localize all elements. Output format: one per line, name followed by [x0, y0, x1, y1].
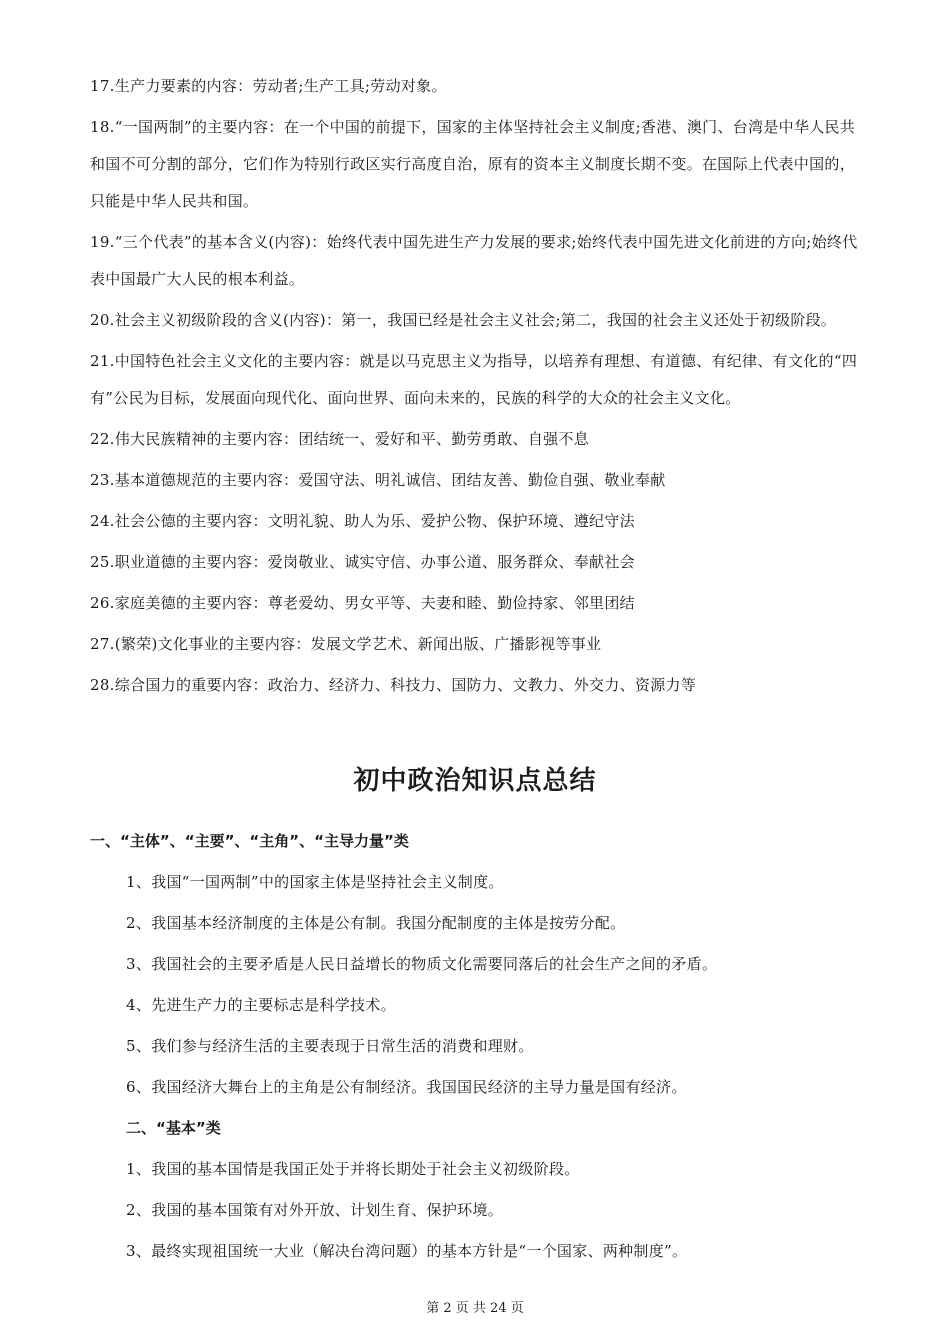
- section2-item-1: 1、我国的基本国情是我国正处于并将长期处于社会主义初级阶段。: [126, 1160, 580, 1178]
- page-title: 初中政治知识点总结: [353, 766, 597, 796]
- section2-item-2: 2、我国的基本国策有对外开放、计划生育、保护环境。: [126, 1201, 504, 1219]
- section2-item-3: 3、最终实现祖国统一大业（解决台湾问题）的基本方针是“一个国家、两种制度”。: [126, 1242, 688, 1260]
- list-item-17: 17.生产力要素的内容：劳动者;生产工具;劳动对象。: [90, 77, 447, 95]
- list-item-22: 22.伟大民族精神的主要内容：团结统一、爱好和平、勤劳勇敢、自强不息: [90, 430, 590, 448]
- list-item-20: 20.社会主义初级阶段的含义(内容)：第一，我国已经是社会主义社会;第二，我国的社会主义还处于初级阶段。: [90, 311, 837, 329]
- list-item-27: 27.(繁荣)文化事业的主要内容：发展文学艺术、新闻出版、广播影视等事业: [90, 635, 602, 653]
- list-item-19: 19.“三个代表”的基本含义(内容)：始终代表中国先进生产力发展的要求;始终代表中国先进文化前进的方向;始终代表中国最广大人民的根本利益。: [90, 233, 858, 288]
- section1-item-6: 6、我国经济大舞台上的主角是公有制经济。我国国民经济的主导力量是国有经济。: [126, 1078, 687, 1096]
- list-item-23: 23.基本道德规范的主要内容：爱国守法、明礼诚信、团结友善、勤俭自强、敬业奉献: [90, 471, 666, 489]
- list-item-28: 28.综合国力的重要内容：政治力、经济力、科技力、国防力、文教力、外交力、资源力等: [90, 676, 697, 694]
- list-item-24: 24.社会公德的主要内容：文明礼貌、助人为乐、爱护公物、保护环境、遵纪守法: [90, 512, 635, 530]
- list-item-21: 21.中国特色社会主义文化的主要内容：就是以马克思主义为指导，以培养有理想、有道德、有纪律、有文化的“四有”公民为目标，发展面向现代化、面向世界、面向未来的，民族的科学的大众的社会主义文化。: [90, 352, 858, 407]
- section1-item-2: 2、我国基本经济制度的主体是公有制。我国分配制度的主体是按劳分配。: [126, 914, 626, 932]
- section1-item-3: 3、我国社会的主要矛盾是人民日益增长的物质文化需要同落后的社会生产之间的矛盾。: [126, 955, 718, 973]
- section1-item-4: 4、先进生产力的主要标志是科学技术。: [126, 996, 396, 1014]
- list-item-25: 25.职业道德的主要内容：爱岗敬业、诚实守信、办事公道、服务群众、奉献社会: [90, 553, 635, 571]
- list-item-26: 26.家庭美德的主要内容：尊老爱幼、男女平等、夫妻和睦、勤俭持家、邻里团结: [90, 594, 635, 612]
- section-heading-2: 二、“基本”类: [126, 1119, 221, 1137]
- list-item-18: 18.“一国两制”的主要内容：在一个中国的前提下，国家的主体坚持社会主义制度;香港、澳门、台湾是中华人民共和国不可分割的部分，它们作为特别行政区实行高度自治，原有的资本主义制度长期不变。在国际上代表中国的，只能是中华人民共和国。: [90, 118, 856, 210]
- section1-item-5: 5、我们参与经济生活的主要表现于日常生活的消费和理财。: [126, 1037, 534, 1055]
- numbered-list: [90, 68, 870, 704]
- section-heading-1: 一、“主体”、“主要”、“主角”、“主导力量”类: [90, 832, 409, 850]
- page-footer: 第 2 页 共 24 页: [426, 1301, 524, 1316]
- section1-item-1: 1、我国“一国两制”中的国家主体是坚持社会主义制度。: [126, 873, 504, 891]
